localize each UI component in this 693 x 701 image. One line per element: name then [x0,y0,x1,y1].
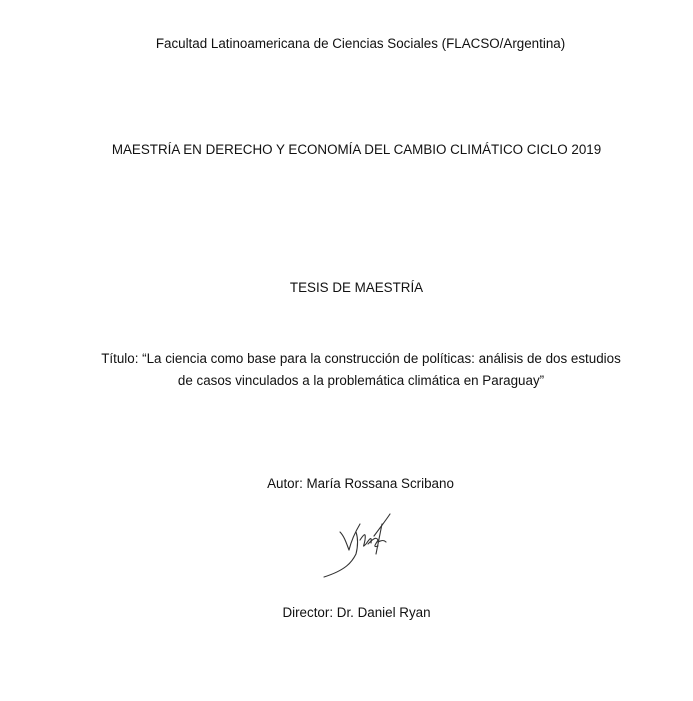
thesis-title-line-2: de casos vinculados a la problemática climática en Paraguay” [177,373,545,388]
handwritten-signature-icon [318,510,398,580]
author-line: Autor: María Rossana Scribano [267,476,454,491]
thesis-title-line-1: Título: “La ciencia como base para la construcción de políticas: análisis de dos estudios [101,351,621,366]
program-name: MAESTRÍA EN DERECHO Y ECONOMÍA DEL CAMBIO CLIMÁTICO CICLO 2019 [111,142,602,157]
director-line: Director: Dr. Daniel Ryan [282,605,431,620]
thesis-title [100,348,622,392]
document-type: TESIS DE MAESTRÍA [289,280,424,295]
institution-name: Facultad Latinoamericana de Ciencias Sociales (FLACSO/Argentina) [155,36,566,51]
